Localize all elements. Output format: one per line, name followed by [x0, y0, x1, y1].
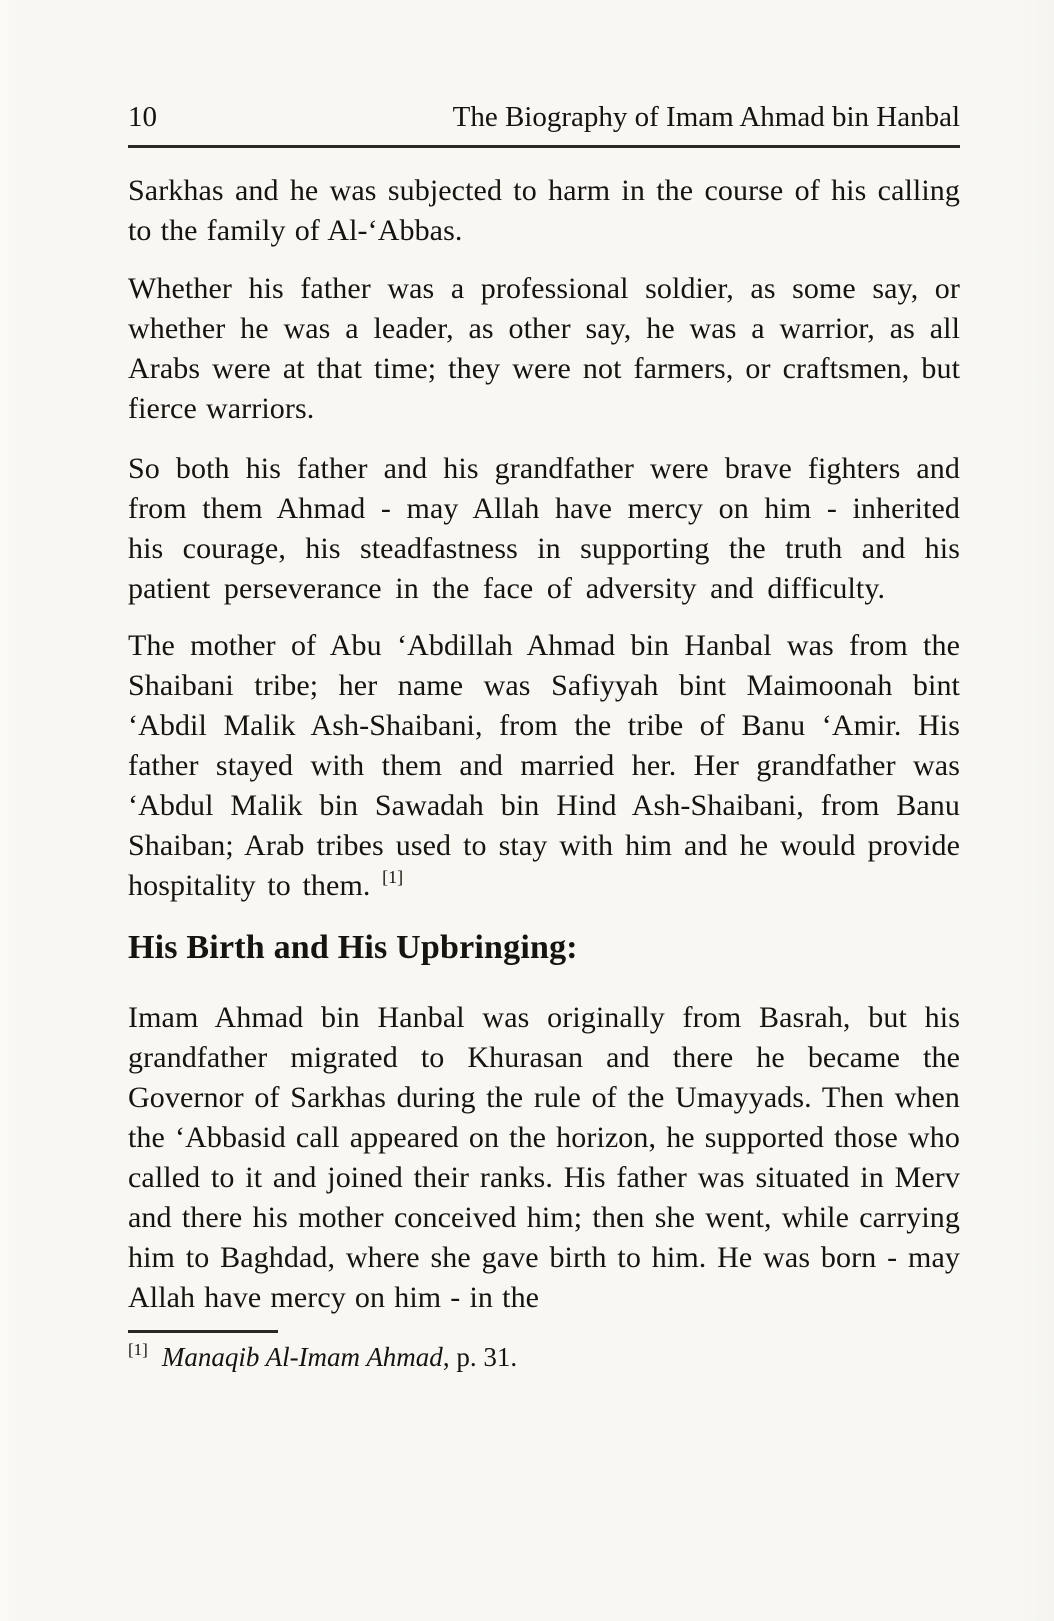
paragraph-sarkhas: Sarkhas and he was subjected to harm in the course of his calling to the family of Al-‘Abbas.	[128, 174, 960, 247]
page-number: 10	[128, 101, 157, 133]
section-heading-birth-upbringing: His Birth and His Upbringing:	[128, 929, 578, 966]
page-header	[128, 100, 960, 134]
header-rule	[128, 145, 960, 148]
footnote-marker: [1]	[128, 1340, 148, 1359]
paragraph-brave-fighters: So both his father and his grandfather were brave fighters and from them Ahmad - may Allah have mercy on him - inherited his courage, his steadfastness in supporting the truth and his patient perseverance in the face of adversity and difficulty.	[128, 452, 960, 605]
paragraph-origin-basrah: Imam Ahmad bin Hanbal was originally from Basrah, but his grandfather migrated to Khurasan and there he became the Governor of Sarkhas during the rule of the Umayyads. Then when the ‘Abbasid call appeared on the horizon, he supported those who called to it and joined their ranks. His father was situated in Merv and there his mother conceived him; then she went, while carrying him to Baghdad, where she gave birth to him. He was born - may Allah have mercy on him - in the	[128, 1001, 960, 1314]
footnote-rule	[128, 1330, 278, 1333]
footnote-reference: [1]	[382, 867, 404, 887]
footnote-source-title: Manaqib Al-Imam Ahmad	[161, 1342, 443, 1372]
running-title: The Biography of Imam Ahmad bin Hanbal	[452, 101, 960, 133]
footnote	[128, 1339, 960, 1375]
footnote-detail: , p. 31.	[442, 1342, 518, 1372]
paragraph-mother-text: The mother of Abu ‘Abdillah Ahmad bin Hanbal was from the Shaibani tribe; her name was Safiyyah bint Maimoonah bint ‘Abdil Malik Ash-Shaibani, from the tribe of Banu ‘Amir. His father stayed with them and married her. Her grandfather was ‘Abdul Malik bin Sawadah bin Hind Ash-Shaibani, from Banu Shaiban; Arab tribes used to stay with him and he would provide hospitality to them.	[128, 629, 960, 902]
paragraph-mother	[128, 626, 960, 906]
paragraph-father-soldier: Whether his father was a professional soldier, as some say, or whether he was a leader, as other say, he was a warrior, as all Arabs were at that time; they were not farmers, or craftsmen, but fierce warriors.	[128, 272, 960, 425]
text-block	[128, 100, 960, 1375]
